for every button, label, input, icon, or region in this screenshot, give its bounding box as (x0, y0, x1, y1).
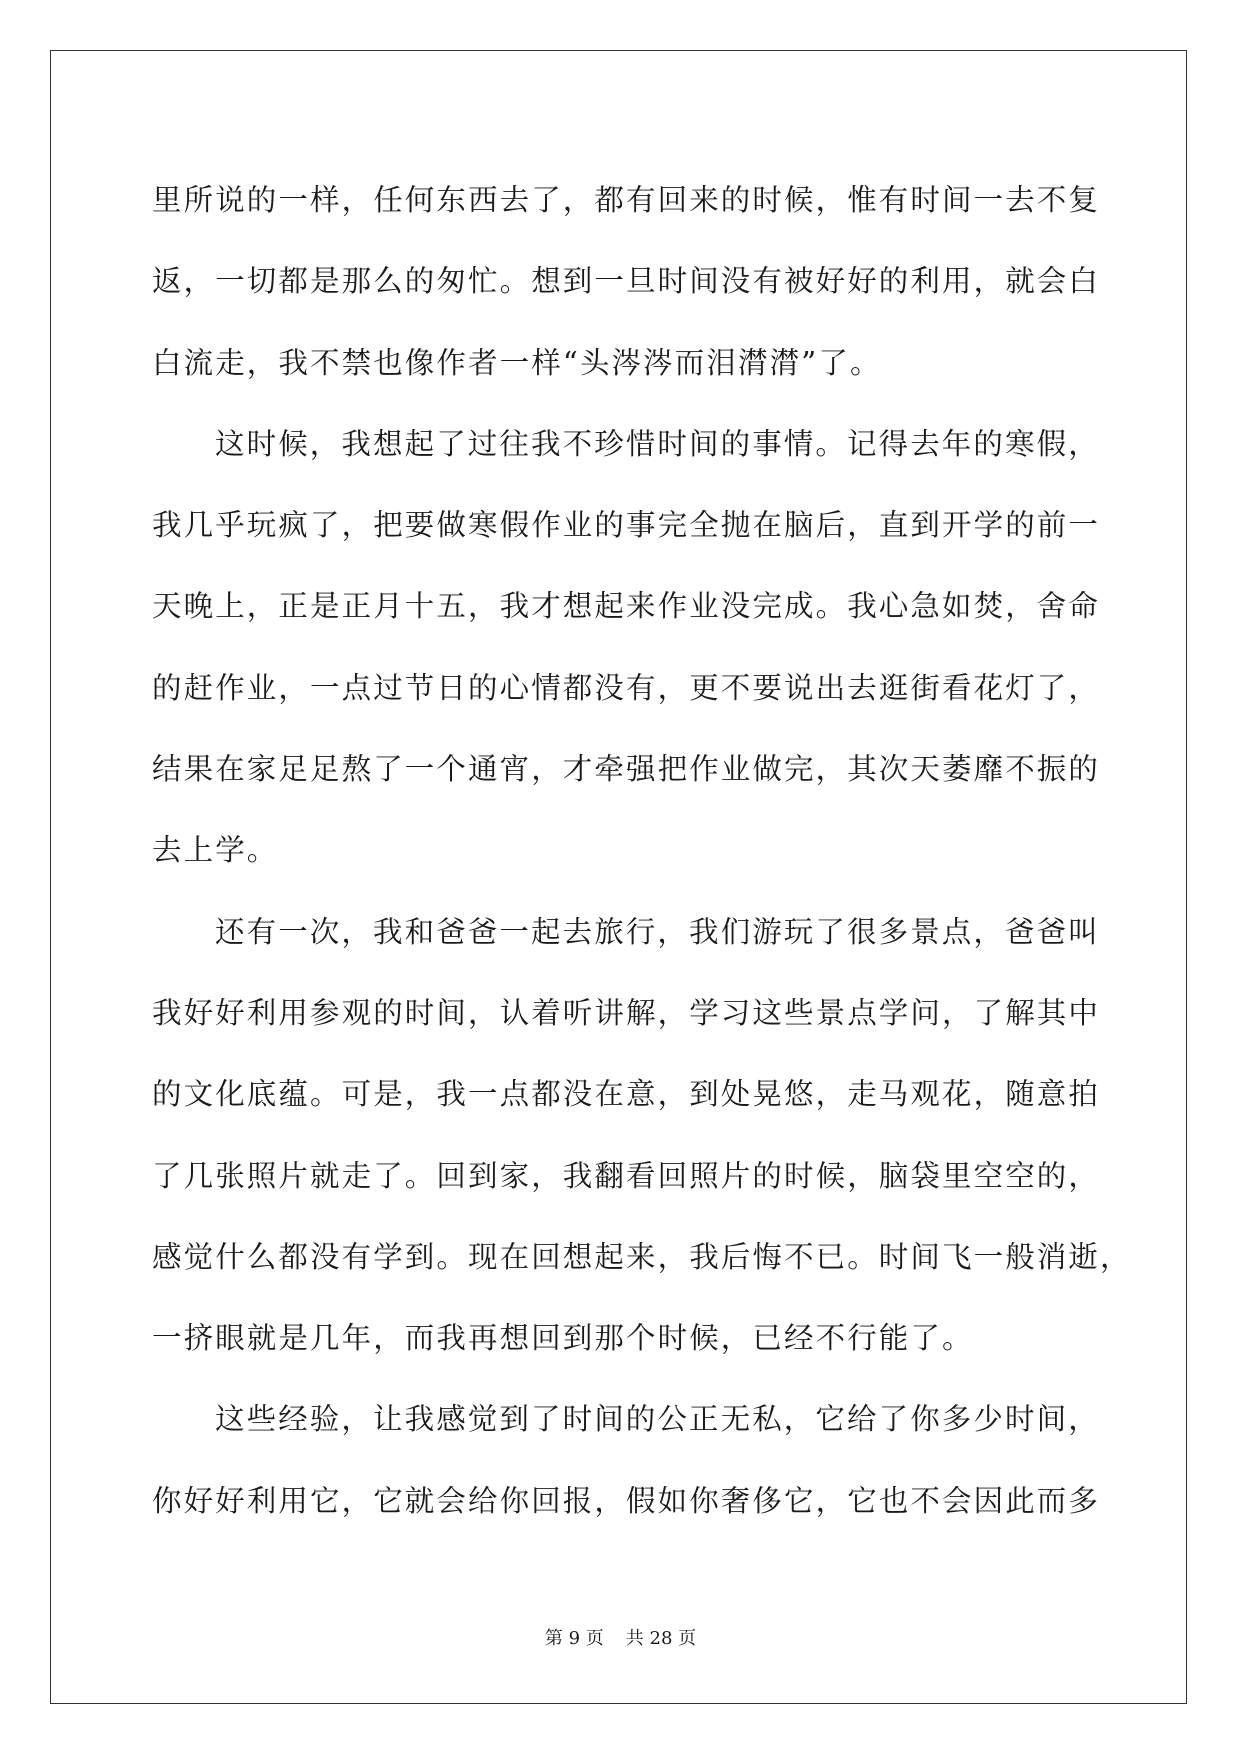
text-line: 我几乎玩疯了，把要做寒假作业的事完全抛在脑后，直到开学的前一 (152, 508, 1101, 543)
document-body (152, 160, 1132, 1542)
text-line: 一挤眼就是几年，而我再想回到那个时候，已经不行能了。 (152, 1321, 974, 1356)
text-line: 返，一切都是那么的匆忙。想到一旦时间没有被好好的利用，就会白 (152, 264, 1101, 299)
paragraph-first-line: 这些经验，让我感觉到了时间的公正无私，它给了你多少时间， (215, 1402, 1100, 1437)
page-footer (0, 1624, 1241, 1650)
text-line: 我好好利用参观的时间，认着听讲解，学习这些景点学问，了解其中 (152, 995, 1101, 1030)
text-line: 的赶作业，一点过节日的心情都没有，更不要说出去逛街看花灯了， (152, 670, 1101, 705)
text-line: 感觉什么都没有学到。现在回想起来，我后悔不已。时间飞一般消逝， (152, 1239, 1132, 1274)
paragraph-first-line: 还有一次，我和爸爸一起去旅行，我们游玩了很多景点，爸爸叫 (215, 914, 1100, 949)
page-total: 共 28 页 (625, 1628, 697, 1649)
paragraph-first-line: 这时候，我想起了过往我不珍惜时间的事情。记得去年的寒假， (215, 426, 1100, 461)
text-line: 的文化底蕴。可是，我一点都没在意，到处晃悠，走马观花，随意拍 (152, 1077, 1101, 1112)
text-line: 白流走，我不禁也像作者一样“头涔涔而泪潸潸”了。 (152, 345, 882, 380)
text-line: 结果在家足足熬了一个通宵，才牵强把作业做完，其次天萎靡不振的 (152, 752, 1101, 787)
text-line: 天晚上，正是正月十五，我才想起来作业没完成。我心急如焚，舍命 (152, 589, 1101, 624)
text-line: 里所说的一样，任何东西去了，都有回来的时候，惟有时间一去不复 (152, 183, 1101, 217)
text-line: 你好好利用它，它就会给你回报，假如你奢侈它，它也不会因此而多 (152, 1483, 1101, 1518)
page-number: 第 9 页 (544, 1628, 604, 1649)
text-line: 了几张照片就走了。回到家，我翻看回照片的时候，脑袋里空空的， (152, 1158, 1101, 1193)
text-line: 去上学。 (152, 833, 279, 868)
